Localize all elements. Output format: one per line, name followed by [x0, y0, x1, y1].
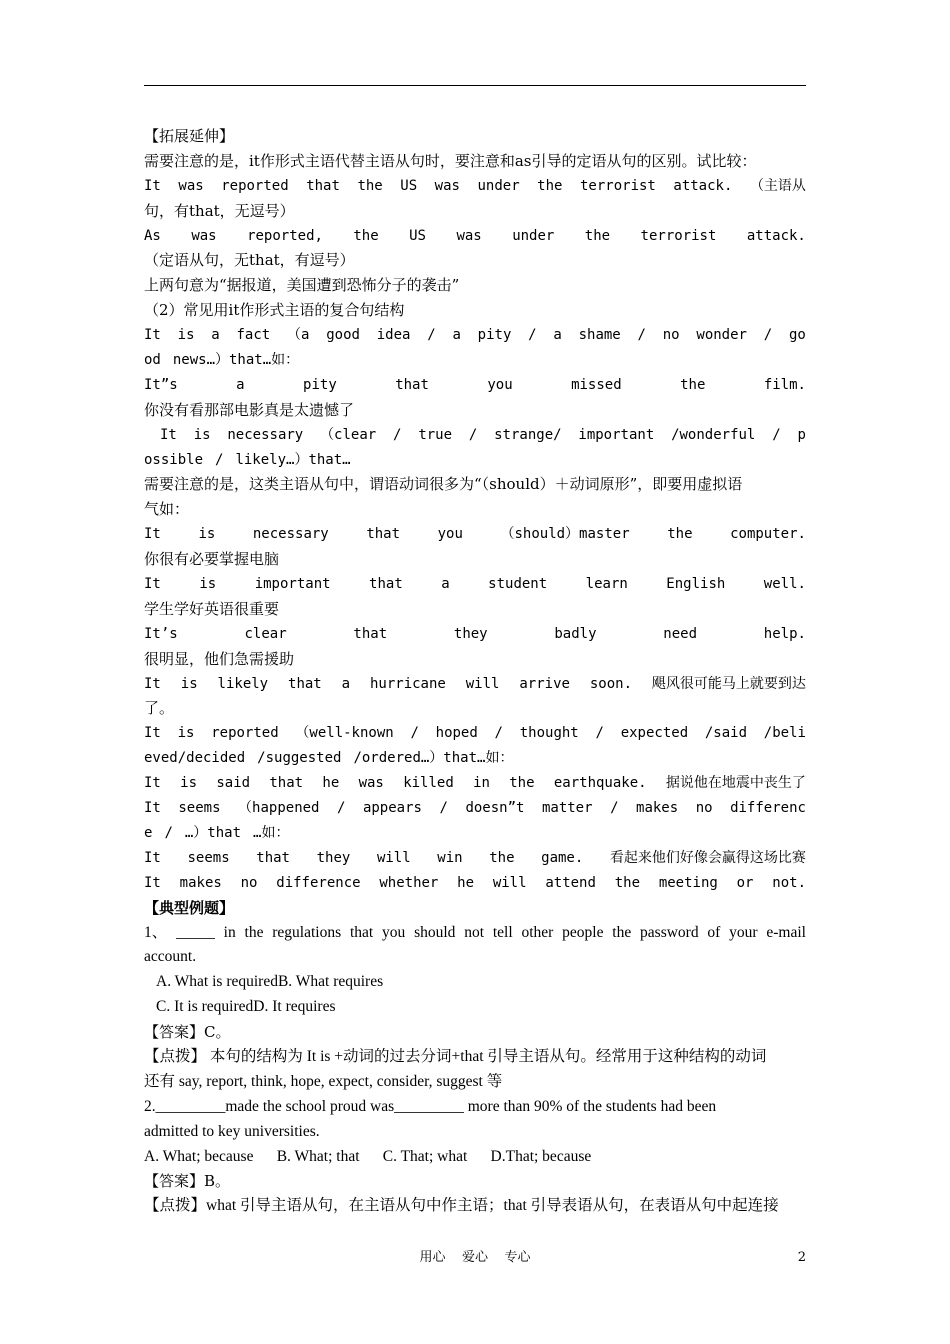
text-line: 还有 say, report, think, hope, expect, consider, suggest 等: [144, 1072, 503, 1090]
text-line: account.: [144, 948, 197, 966]
header-rule: [144, 85, 806, 86]
text-line: eved/decided /suggested /ordered…）that…如：: [144, 750, 514, 767]
text-line: A. What; because B. What; that C. That; what D.That; because: [144, 1147, 592, 1165]
text-line: od news…）that…如：: [144, 352, 300, 369]
page-number: 2: [797, 1250, 806, 1265]
footer-motto: 用心 爱心 专心: [419, 1250, 531, 1265]
text-line: 【拓展延伸】: [144, 127, 235, 145]
text-line: 很明显，他们急需援助: [144, 649, 295, 668]
text-line: A. What is requiredB. What requires: [156, 973, 384, 991]
text-line: 【答案】C。: [144, 1023, 231, 1042]
text-line: 你没有看那部电影真是太遗憾了: [144, 400, 355, 419]
text-line: As was reported, the US was under the terrorist attack.: [144, 227, 806, 244]
text-line: It was reported that the US was under the terrorist attack. （主语从: [144, 177, 806, 194]
text-line: It is necessary that you （should）master the computer.: [144, 526, 806, 543]
text-line: It”s a pity that you missed the film.: [144, 376, 806, 393]
text-line: 【点拨】 本句的结构为 It is +动词的过去分词+that 引导主语从句。经常用于这种结构的动词: [144, 1047, 767, 1065]
text-line: admitted to key universities.: [144, 1122, 320, 1140]
page-footer: [0, 1246, 950, 1270]
text-line: 需要注意的是，这类主语从句中，谓语动词很多为“（should）＋动词原形”，即要用虚拟语: [144, 475, 743, 494]
text-line: It is reported （well-known / hoped / thought / expected /said /beli: [144, 725, 806, 742]
text-line: 上两句意为“据报道，美国遭到恐怖分子的袭击”: [144, 276, 460, 295]
text-line: ossible / likely…）that…: [144, 451, 351, 468]
text-line: 【典型例题】: [144, 898, 235, 917]
text-line: 学生学好英语很重要: [144, 599, 280, 618]
text-line: It is necessary （clear / true / strange/ important /wonderful / p: [160, 426, 806, 443]
text-line: 气如：: [144, 500, 190, 519]
text-line: 你很有必要掌握电脑: [144, 550, 280, 569]
text-line: It is likely that a hurricane will arrive soon. 飓风很可能马上就要到达: [144, 675, 806, 692]
text-line: It is important that a student learn English well.: [144, 576, 806, 593]
document-body: [144, 124, 806, 1219]
text-line: 【点拨】what 引导主语从句，在主语从句中作主语；that 引导表语从句，在表语从句中起连接: [144, 1197, 779, 1215]
text-line: 句，有that，无逗号）: [144, 201, 295, 220]
text-line: 2._________made the school proud was_________ more than 90% of the students had been: [144, 1097, 717, 1115]
text-line: C. It is requiredD. It requires: [156, 998, 336, 1016]
text-line: （2）常见用it作形式主语的复合句结构: [144, 301, 405, 320]
text-line: 1、 _____ in the regulations that you should not tell other people the password of your e-mail: [144, 923, 806, 941]
text-line: e / …）that …如：: [144, 824, 290, 841]
text-line: 了。: [144, 699, 175, 718]
text-line: It seems that they will win the game. 看起来他们好像会赢得这场比赛: [144, 849, 806, 866]
text-line: （定语从句，无that，有逗号）: [144, 251, 355, 270]
text-line: It seems （happened / appears / doesn”t matter / makes no differenc: [144, 800, 806, 817]
text-line: It is said that he was killed in the earthquake. 据说他在地震中丧生了: [144, 775, 806, 792]
text-line: 【答案】B。: [144, 1172, 231, 1191]
text-line: It’s clear that they badly need help.: [144, 625, 806, 642]
text-line: It makes no difference whether he will attend the meeting or not.: [144, 874, 806, 891]
text-line: 需要注意的是，it作形式主语代替主语从句时，要注意和as引导的定语从句的区别。试比较：: [144, 151, 757, 170]
text-line: It is a fact （a good idea / a pity / a shame / no wonder / go: [144, 327, 806, 344]
